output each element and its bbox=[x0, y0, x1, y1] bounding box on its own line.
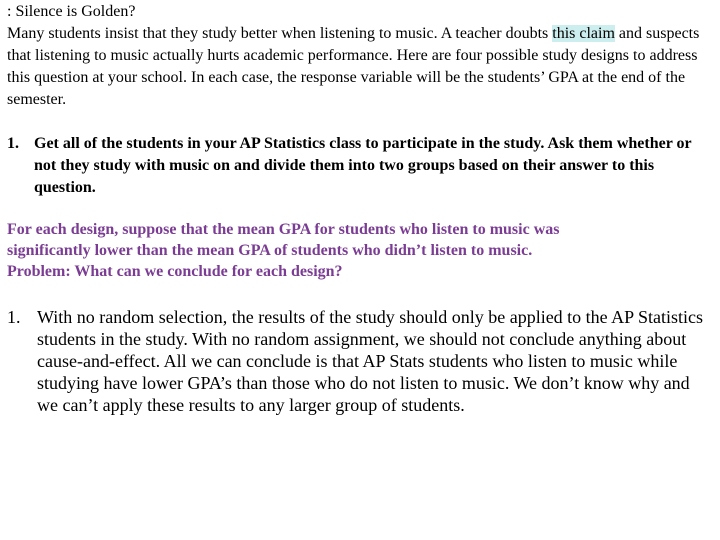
intro-section bbox=[7, 1, 713, 111]
design-number: 1. bbox=[7, 135, 19, 152]
problem-line: For each design, suppose that the mean GPA for students who listen to music was bbox=[7, 221, 560, 238]
answer-text: With no random selection, the results of the study should only be applied to the AP Statistics students in the study. With no random assignment, we should not conclude anything about cause-and-effect. All we can conclude is that AP Stats students who listen to music while studying have lower GPA’s than those who do not listen to music. We don’t know why and we can’t apply these results to any larger group of students. bbox=[37, 307, 704, 415]
intro-text-start: Many students insist that they study better when listening to music. A teacher doubts bbox=[7, 25, 553, 42]
problem-line: significantly lower than the mean GPA of students who didn’t listen to music. bbox=[7, 242, 533, 259]
highlighted-text: this claim bbox=[552, 25, 615, 42]
answer-number: 1. bbox=[7, 307, 21, 327]
slide-title: : Silence is Golden? bbox=[7, 3, 136, 20]
intro-text-end: and suspects that listening to music actually hurts academic performance. Here are four possible study designs to address this question at your school. In each case, the response variable will be the students’ GPA at the end of the semester. bbox=[7, 25, 700, 108]
problem-section bbox=[7, 219, 713, 282]
problem-question: Problem: What can we conclude for each design? bbox=[7, 263, 343, 280]
design-item bbox=[7, 133, 713, 199]
design-text: Get all of the students in your AP Statistics class to participate in the study. Ask them whether or not they study with music on and divide them into two groups based on their answer to this question. bbox=[34, 135, 692, 196]
intro-paragraph bbox=[7, 23, 713, 111]
answer-item bbox=[7, 306, 713, 416]
